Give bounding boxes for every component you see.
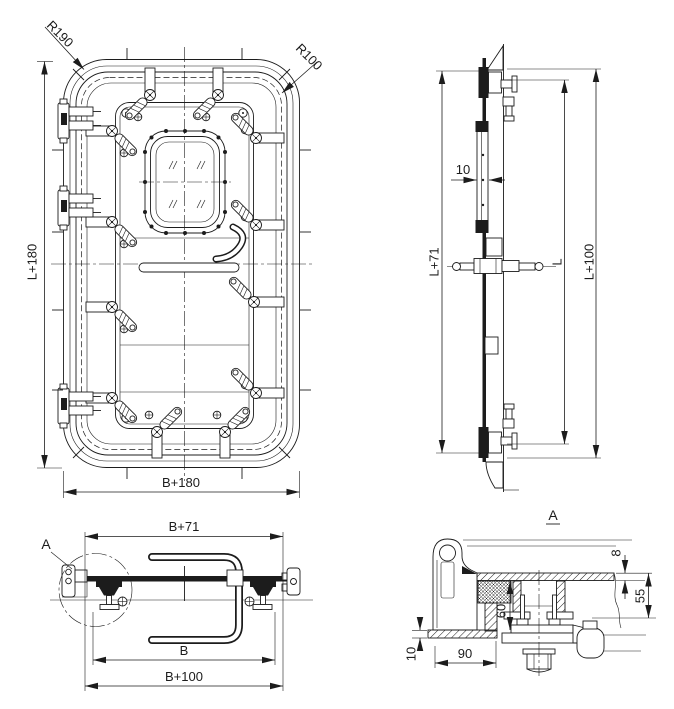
gasket-channel xyxy=(504,581,573,625)
door-handle xyxy=(216,227,243,259)
glass-marks xyxy=(169,161,205,208)
dog-clamp xyxy=(227,275,262,310)
hinge xyxy=(58,384,101,428)
dim-foot-thickness: 10 xyxy=(403,646,419,662)
spindle-handles xyxy=(447,238,556,274)
dim-gap: 10 xyxy=(455,162,471,177)
latch-block xyxy=(485,337,498,354)
grab-bar xyxy=(139,263,239,272)
dog-clamp xyxy=(217,405,252,440)
dog-clamp xyxy=(229,366,264,401)
side-view xyxy=(427,44,601,492)
u-handle xyxy=(152,557,239,640)
door-plate-plan xyxy=(87,576,287,582)
dim-radius-outer: R190 xyxy=(43,17,77,51)
dim-offset: 90 xyxy=(457,646,473,661)
dim-height-inner: L+71 xyxy=(426,247,442,277)
dim-width-leaf: B xyxy=(179,643,189,658)
dim-height-leaf: L xyxy=(549,258,565,266)
dim-width-inner: B+71 xyxy=(168,519,200,534)
front-view xyxy=(25,18,326,498)
wedge-dog-plan xyxy=(96,582,127,610)
hinge-lug-plan xyxy=(62,565,87,597)
foot-plate-section xyxy=(428,630,497,638)
dim-height-outer: L+100 xyxy=(581,243,597,281)
window-profile xyxy=(476,121,489,233)
break-line xyxy=(614,573,621,628)
gasket-section xyxy=(478,581,511,603)
dim-depth: 55 xyxy=(632,588,648,604)
roller xyxy=(577,621,646,658)
dim-door-width: B+180 xyxy=(162,475,200,490)
door-plate-section xyxy=(477,573,614,581)
dim-plate-thickness: 8 xyxy=(608,549,624,557)
front-dimensions xyxy=(25,18,326,498)
hinge-bracket-section xyxy=(433,539,477,630)
detail-callout-label: A xyxy=(41,536,51,552)
dim-door-height: L+180 xyxy=(24,243,40,281)
plan-view xyxy=(41,519,313,691)
dim-bar-height: 60 xyxy=(493,603,509,619)
dim-radius-inner: R100 xyxy=(292,40,326,74)
wedge-dog-plan xyxy=(245,582,276,610)
hinges xyxy=(58,99,101,428)
handle-clamp xyxy=(227,570,243,586)
detail-a-view xyxy=(404,507,656,676)
dog-clamp xyxy=(149,405,184,440)
dim-width-outer: B+100 xyxy=(165,669,203,684)
detail-title: A xyxy=(548,507,558,523)
